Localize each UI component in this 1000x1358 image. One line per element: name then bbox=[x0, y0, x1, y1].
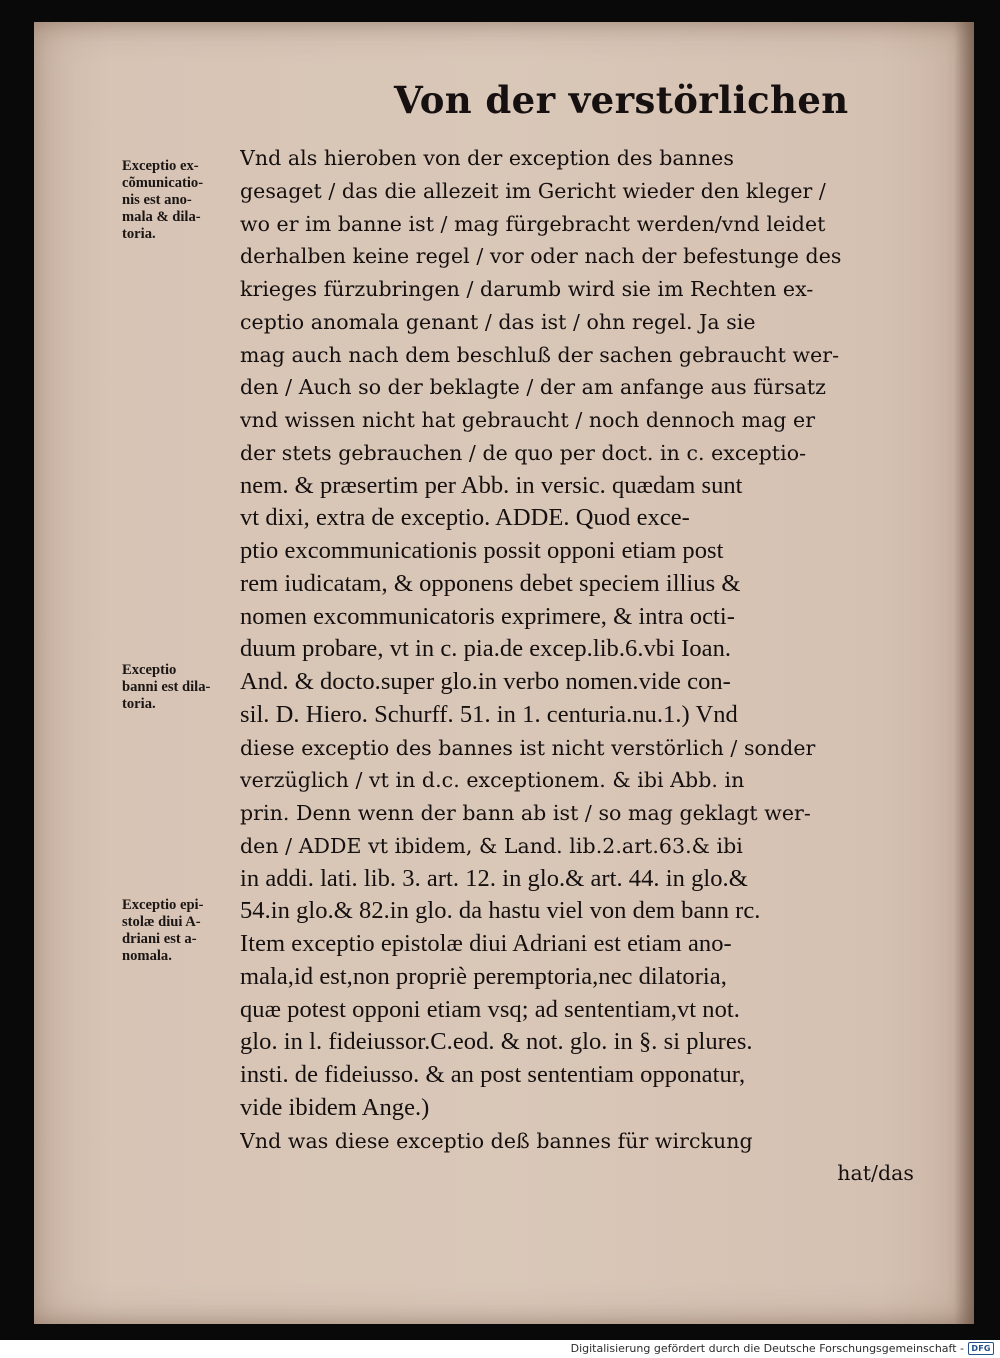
book-page bbox=[34, 22, 974, 1324]
body-line: gesaget / das die allezeit im Gericht wieder den kleger / bbox=[240, 178, 826, 203]
body-line: Item exceptio epistolæ diui Adriani est etiam ano- bbox=[240, 930, 732, 957]
body-line: den / Auch so der beklagte / der am anfange aus fürsatz bbox=[240, 375, 826, 400]
body-line: sil. D. Hiero. Schurff. 51. in 1. centuria.nu.1.) Vnd bbox=[240, 700, 738, 728]
catchword-line: hat/das bbox=[837, 1161, 914, 1186]
margin-note-line: cõmunicatio- bbox=[122, 175, 204, 191]
body-line: vt dixi, extra de exceptio. ADDE. Quod exce- bbox=[240, 504, 690, 532]
body-line: krieges fürzubringen / darumb wird sie im Rechten ex- bbox=[240, 277, 814, 301]
body-line: nem. & præsertim per Abb. in versic. quædam sunt bbox=[240, 471, 743, 499]
margin-note-line: Exceptio bbox=[122, 662, 177, 678]
body-line: in addi. lati. lib. 3. art. 12. in glo.& art. 44. in glo.& bbox=[240, 864, 748, 892]
margin-note-line: nomala. bbox=[122, 948, 172, 964]
body-line: mala,id est,non propriè peremptoria,nec dilatoria, bbox=[240, 962, 727, 990]
margin-note-1 bbox=[122, 158, 254, 243]
margin-note-line: toria. bbox=[122, 696, 156, 712]
body-line: duum probare, vt in c. pia.de excep.lib.6.vbi Ioan. bbox=[240, 635, 732, 663]
body-line: rem iudicatam, & opponens debet speciem illius & bbox=[240, 569, 741, 597]
body-line: insti. de fideiusso. & an post sententiam opponatur, bbox=[240, 1061, 746, 1088]
running-head: Von der verstörlichen bbox=[394, 78, 849, 122]
body-line: wo er im banne ist / mag fürgebracht werden/vnd leidet bbox=[240, 211, 826, 236]
body-line: vnd wissen nicht hat gebraucht / noch dennoch mag er bbox=[240, 408, 816, 432]
body-line: mag auch nach dem beschluß der sachen gebraucht wer- bbox=[240, 342, 840, 367]
margin-note-3 bbox=[122, 897, 254, 965]
body-line: derhalben keine regel / vor oder nach der befestunge des bbox=[240, 244, 842, 269]
body-line: And. & docto.super glo.in verbo nomen.vide con- bbox=[240, 668, 731, 695]
body-line: ceptio anomala genant / das ist / ohn regel. Ja sie bbox=[240, 309, 756, 334]
dfg-logo: DFG bbox=[968, 1342, 994, 1355]
margin-note-line: stolæ diui A- bbox=[122, 914, 201, 930]
margin-note-line: toria. bbox=[122, 226, 156, 242]
body-line: den / ADDE vt ibidem, & Land. lib.2.art.63.& ibi bbox=[240, 833, 743, 858]
margin-note-2 bbox=[122, 662, 254, 713]
margin-note-line: banni est dila- bbox=[122, 679, 211, 695]
body-line: ptio excommunicationis possit opponi etiam post bbox=[240, 537, 724, 564]
margin-note-line: nis est ano- bbox=[122, 192, 192, 208]
body-line: prin. Denn wenn der bann ab ist / so mag geklagt wer- bbox=[240, 801, 811, 825]
body-line: 54.in glo.& 82.in glo. da hastu viel von dem bann rc. bbox=[240, 897, 761, 925]
body-line: vide ibidem Ange.) bbox=[240, 1093, 430, 1121]
body-line: diese exceptio des bannes ist nicht verstörlich / sonder bbox=[240, 735, 816, 760]
margin-note-line: Exceptio ex- bbox=[122, 158, 199, 174]
body-text bbox=[240, 142, 920, 1190]
margin-note-line: Exceptio epi- bbox=[122, 897, 204, 913]
body-line: Vnd was diese exceptio deß bannes für wirckung bbox=[240, 1128, 753, 1153]
margin-note-line: driani est a- bbox=[122, 931, 197, 947]
body-line: verzüglich / vt in d.c. exceptionem. & ibi Abb. in bbox=[240, 768, 745, 793]
margin-note-line: mala & dila- bbox=[122, 209, 201, 225]
body-line: der stets gebrauchen / de quo per doct. in c. exceptio- bbox=[240, 440, 807, 465]
body-line: Vnd als hieroben von der exception des bannes bbox=[240, 146, 734, 170]
body-line: glo. in l. fideiussor.C.eod. & not. glo. in §. si plures. bbox=[240, 1028, 753, 1056]
body-line: quæ potest opponi etiam vsq; ad sententiam,vt not. bbox=[240, 995, 740, 1023]
body-line: nomen excommunicatoris exprimere, & intra octi- bbox=[240, 602, 735, 630]
dfg-credit: Digitalisierung gefördert durch die Deutsche Forschungsgemeinschaft - bbox=[570, 1342, 964, 1355]
